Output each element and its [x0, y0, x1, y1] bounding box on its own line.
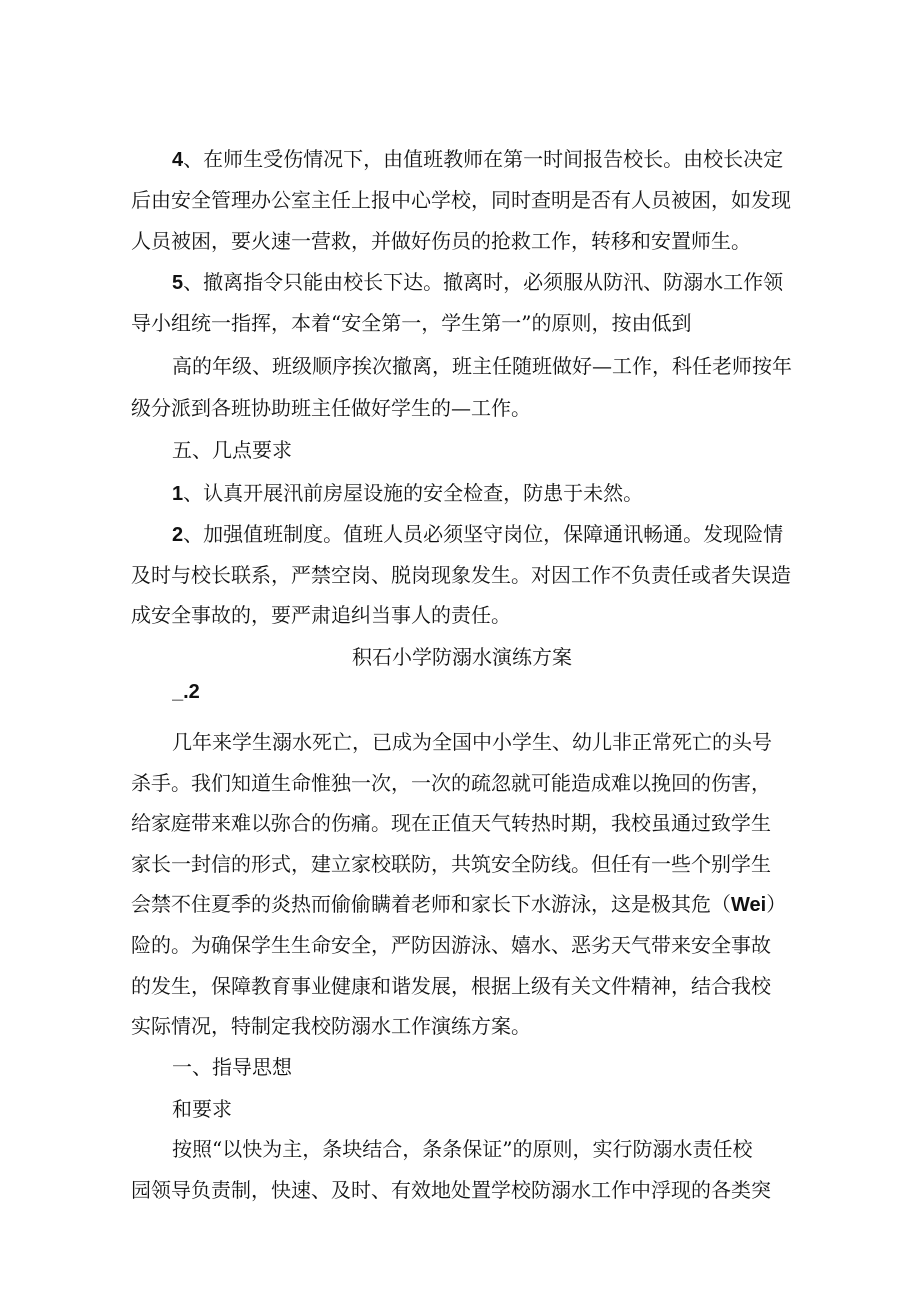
intro-line-4: 家长一封信的形式，建立家校联防，共筑安全防线。但任有一些个别学生 — [131, 852, 771, 876]
requirement-2-line-2: 及时与校长联系，严禁空岗、脱岗现象发生。对因工作不负责任或者失误造 — [131, 563, 791, 587]
requirement-2-number: 2 — [172, 524, 184, 546]
item-4-text-1: 、在师生受伤情况下，由值班教师在第一时间报告校长。由校长决定 — [183, 147, 784, 171]
intro-line-5-c: ） — [766, 892, 787, 916]
requirement-2-line-1 — [172, 522, 793, 547]
intro-line-1: 几年来学生溺水死亡，已成为全国中小学生、幼儿非正常死亡的头号 — [172, 730, 772, 754]
item-5-line-2: 导小组统一指挥，本着“安全第一，学生第一”的原则，按由低到 — [131, 311, 692, 335]
item-5-line-3: 高的年级、班级顺序挨次撤离，班主任随班做好—工作，科任老师按年 — [172, 354, 792, 378]
plan-title: 积石小学防溺水演练方案 — [352, 645, 572, 669]
requirement-1-text: 、认真开展汛前房屋设施的安全检查，防患于未然。 — [183, 481, 644, 505]
principle-line-2: 园领导负责制，快速、及时、有效地处置学校防溺水工作中浮现的各类突 — [131, 1178, 771, 1202]
intro-line-5-b: Wei — [731, 894, 767, 916]
requirement-1 — [172, 481, 793, 506]
item-5-text-1: 、撤离指令只能由校长下达。撤离时，必须服从防汛、防溺水工作领 — [183, 270, 784, 294]
requirement-2-text-1: 、加强值班制度。值班人员必须坚守岗位，保障通讯畅通。发现险情 — [183, 522, 784, 546]
intro-line-5 — [131, 892, 793, 917]
item-4-line-2: 后由安全管理办公室主任上报中心学校，同时查明是否有人员被困，如发现 — [131, 188, 791, 212]
intro-line-8: 实际情况，特制定我校防溺水工作演练方案。 — [131, 1014, 531, 1038]
item-5-number: 5 — [172, 272, 184, 294]
item-4-line-1 — [172, 147, 793, 172]
item-5-line-1 — [172, 270, 793, 295]
intro-line-7: 的发生，保障教育事业健康和谐发展，根据上级有关文件精神，结合我校 — [131, 974, 771, 998]
requirement-2-line-3: 成安全事故的，要严肃追纠当事人的责任。 — [131, 603, 511, 627]
intro-line-5-a: 会禁不住夏季的炎热而偷偷瞒着老师和家长下水游泳，这是极其危（ — [131, 892, 731, 916]
item-4-number: 4 — [172, 149, 184, 171]
section-1-heading: 一、指导思想 — [172, 1055, 292, 1079]
requirement-1-number: 1 — [172, 483, 184, 505]
intro-line-6: 险的。为确保学生生命安全，严防因游泳、嬉水、恶劣天气带来安全事故 — [131, 933, 771, 957]
item-4-line-3: 人员被困，要火速一营救，并做好伤员的抢救工作，转移和安置师生。 — [131, 229, 751, 253]
intro-line-2: 杀手。我们知道生命惟独一次，一次的疏忽就可能造成难以挽回的伤害， — [131, 771, 771, 795]
intro-line-3: 给家庭带来难以弥合的伤痛。现在正值天气转热时期，我校虽通过致学生 — [131, 811, 771, 835]
plan-subtitle: _.2 — [172, 681, 200, 703]
section-1-subheading: 和要求 — [172, 1097, 232, 1121]
section-5-heading: 五、几点要求 — [172, 438, 292, 462]
item-5-line-4: 级分派到各班协助班主任做好学生的—工作。 — [131, 396, 531, 420]
principle-line-1: 按照“以快为主，条块结合，条条保证”的原则，实行防溺水责任校 — [172, 1137, 753, 1161]
